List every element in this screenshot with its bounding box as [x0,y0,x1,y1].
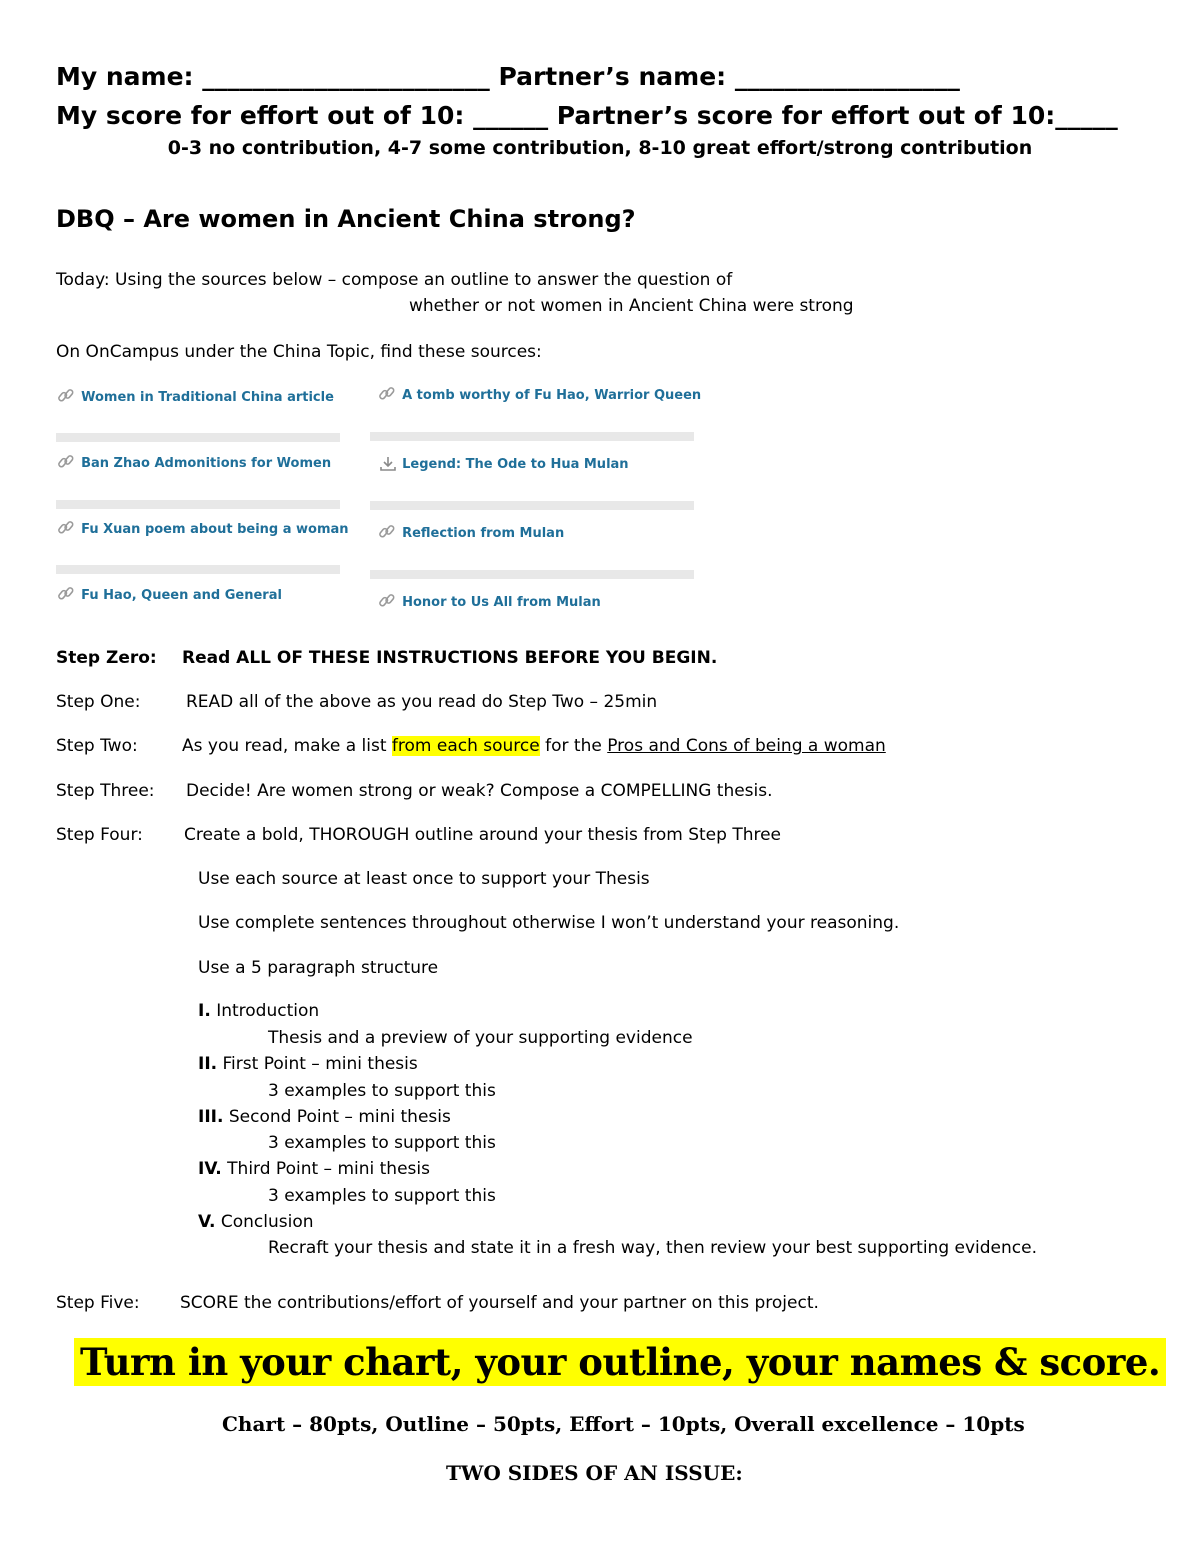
step-two-text [182,736,886,756]
divider [56,565,340,574]
divider [56,433,340,442]
outline-item: I. Introduction [198,1001,320,1021]
outline-detail: Thesis and a preview of your supporting evidence [268,1028,693,1048]
points-breakdown: Chart – 80pts, Outline – 50pts, Effort – 10pts, Overall excellence – 10pts [222,1412,1025,1436]
score-scale: 0-3 no contribution, 4-7 some contribution, 8-10 great effort/strong contribution [167,137,1033,159]
oncampus-instruction: On OnCampus under the China Topic, find these sources: [56,342,542,362]
outline-item: V. Conclusion [198,1212,314,1232]
source-label[interactable]: Fu Hao, Queen and General [81,588,282,603]
step-two-text-before: As you read, make a list [182,736,392,756]
outline-detail: 3 examples to support this [268,1186,496,1206]
step-zero-label: Step Zero: [56,648,157,668]
source-link-ode-hua-mulan[interactable] [379,453,629,473]
divider [370,432,694,441]
source-link-ban-zhao[interactable] [58,452,331,472]
source-link-tomb-fu-hao[interactable] [379,384,701,404]
step-one-text: READ all of the above as you read do Step Two – 25min [186,692,658,712]
link-icon [379,386,397,404]
link-icon [58,454,76,472]
step-five-label: Step Five: [56,1293,140,1313]
source-link-fu-xuan[interactable] [58,518,349,538]
source-link-reflection[interactable] [379,522,564,542]
step-four-sub-1: Use each source at least once to support your Thesis [198,869,650,889]
link-icon [58,586,76,604]
step-four-sub-2: Use complete sentences throughout otherwise I won’t understand your reasoning. [198,913,900,933]
page-title: DBQ – Are women in Ancient China strong? [56,205,636,233]
score-line: My score for effort out of 10: ______ Partner’s score for effort out of 10:_____ [56,101,1118,130]
source-label[interactable]: Women in Traditional China article [81,390,334,405]
name-line: My name: _______________________ Partner’s name: __________________ [56,62,960,91]
divider [370,501,694,510]
source-link-women-traditional-china[interactable] [58,386,334,406]
step-two-highlight: from each source [391,736,540,756]
source-link-honor-to-us-all[interactable] [379,591,601,611]
source-label[interactable]: A tomb worthy of Fu Hao, Warrior Queen [402,388,702,403]
download-icon [379,455,397,473]
outline-item: III. Second Point – mini thesis [198,1107,451,1127]
source-label[interactable]: Fu Xuan poem about being a woman [81,522,349,537]
two-sides-heading: TWO SIDES OF AN ISSUE: [446,1461,743,1485]
source-label[interactable]: Honor to Us All from Mulan [402,595,601,610]
step-three-text: Decide! Are women strong or weak? Compose a COMPELLING thesis. [186,781,773,801]
outline-detail: 3 examples to support this [268,1081,496,1101]
outline-detail: Recraft your thesis and state it in a fresh way, then review your best supporting evidence. [268,1238,1037,1258]
outline-item: IV. Third Point – mini thesis [198,1159,430,1179]
source-label[interactable]: Reflection from Mulan [402,526,565,541]
step-three-label: Step Three: [56,781,155,801]
step-four-text: Create a bold, THOROUGH outline around your thesis from Step Three [184,825,782,845]
outline-detail: 3 examples to support this [268,1133,496,1153]
link-icon [379,524,397,542]
source-label[interactable]: Legend: The Ode to Hua Mulan [402,457,629,472]
step-one-label: Step One: [56,692,141,712]
turn-in-banner: Turn in your chart, your outline, your names & score. [74,1338,1166,1386]
today-line-2: whether or not women in Ancient China were strong [409,296,854,316]
source-label[interactable]: Ban Zhao Admonitions for Women [81,456,332,471]
step-five-text: SCORE the contributions/effort of yourself and your partner on this project. [180,1293,819,1313]
divider [370,570,694,579]
step-two-text-mid: for the [539,736,608,756]
link-icon [58,520,76,538]
step-four-sub-3: Use a 5 paragraph structure [198,958,439,978]
step-four-label: Step Four: [56,825,143,845]
today-line-1: Today: Using the sources below – compose an outline to answer the question of [56,270,733,290]
link-icon [379,593,397,611]
step-two-underline: Pros and Cons of being a woman [607,736,886,756]
source-link-fu-hao[interactable] [58,584,282,604]
step-two-label: Step Two: [56,736,138,756]
link-icon [58,388,76,406]
divider [56,500,340,509]
step-zero-text: Read ALL OF THESE INSTRUCTIONS BEFORE YOU BEGIN. [182,648,718,668]
outline-item: II. First Point – mini thesis [198,1054,418,1074]
